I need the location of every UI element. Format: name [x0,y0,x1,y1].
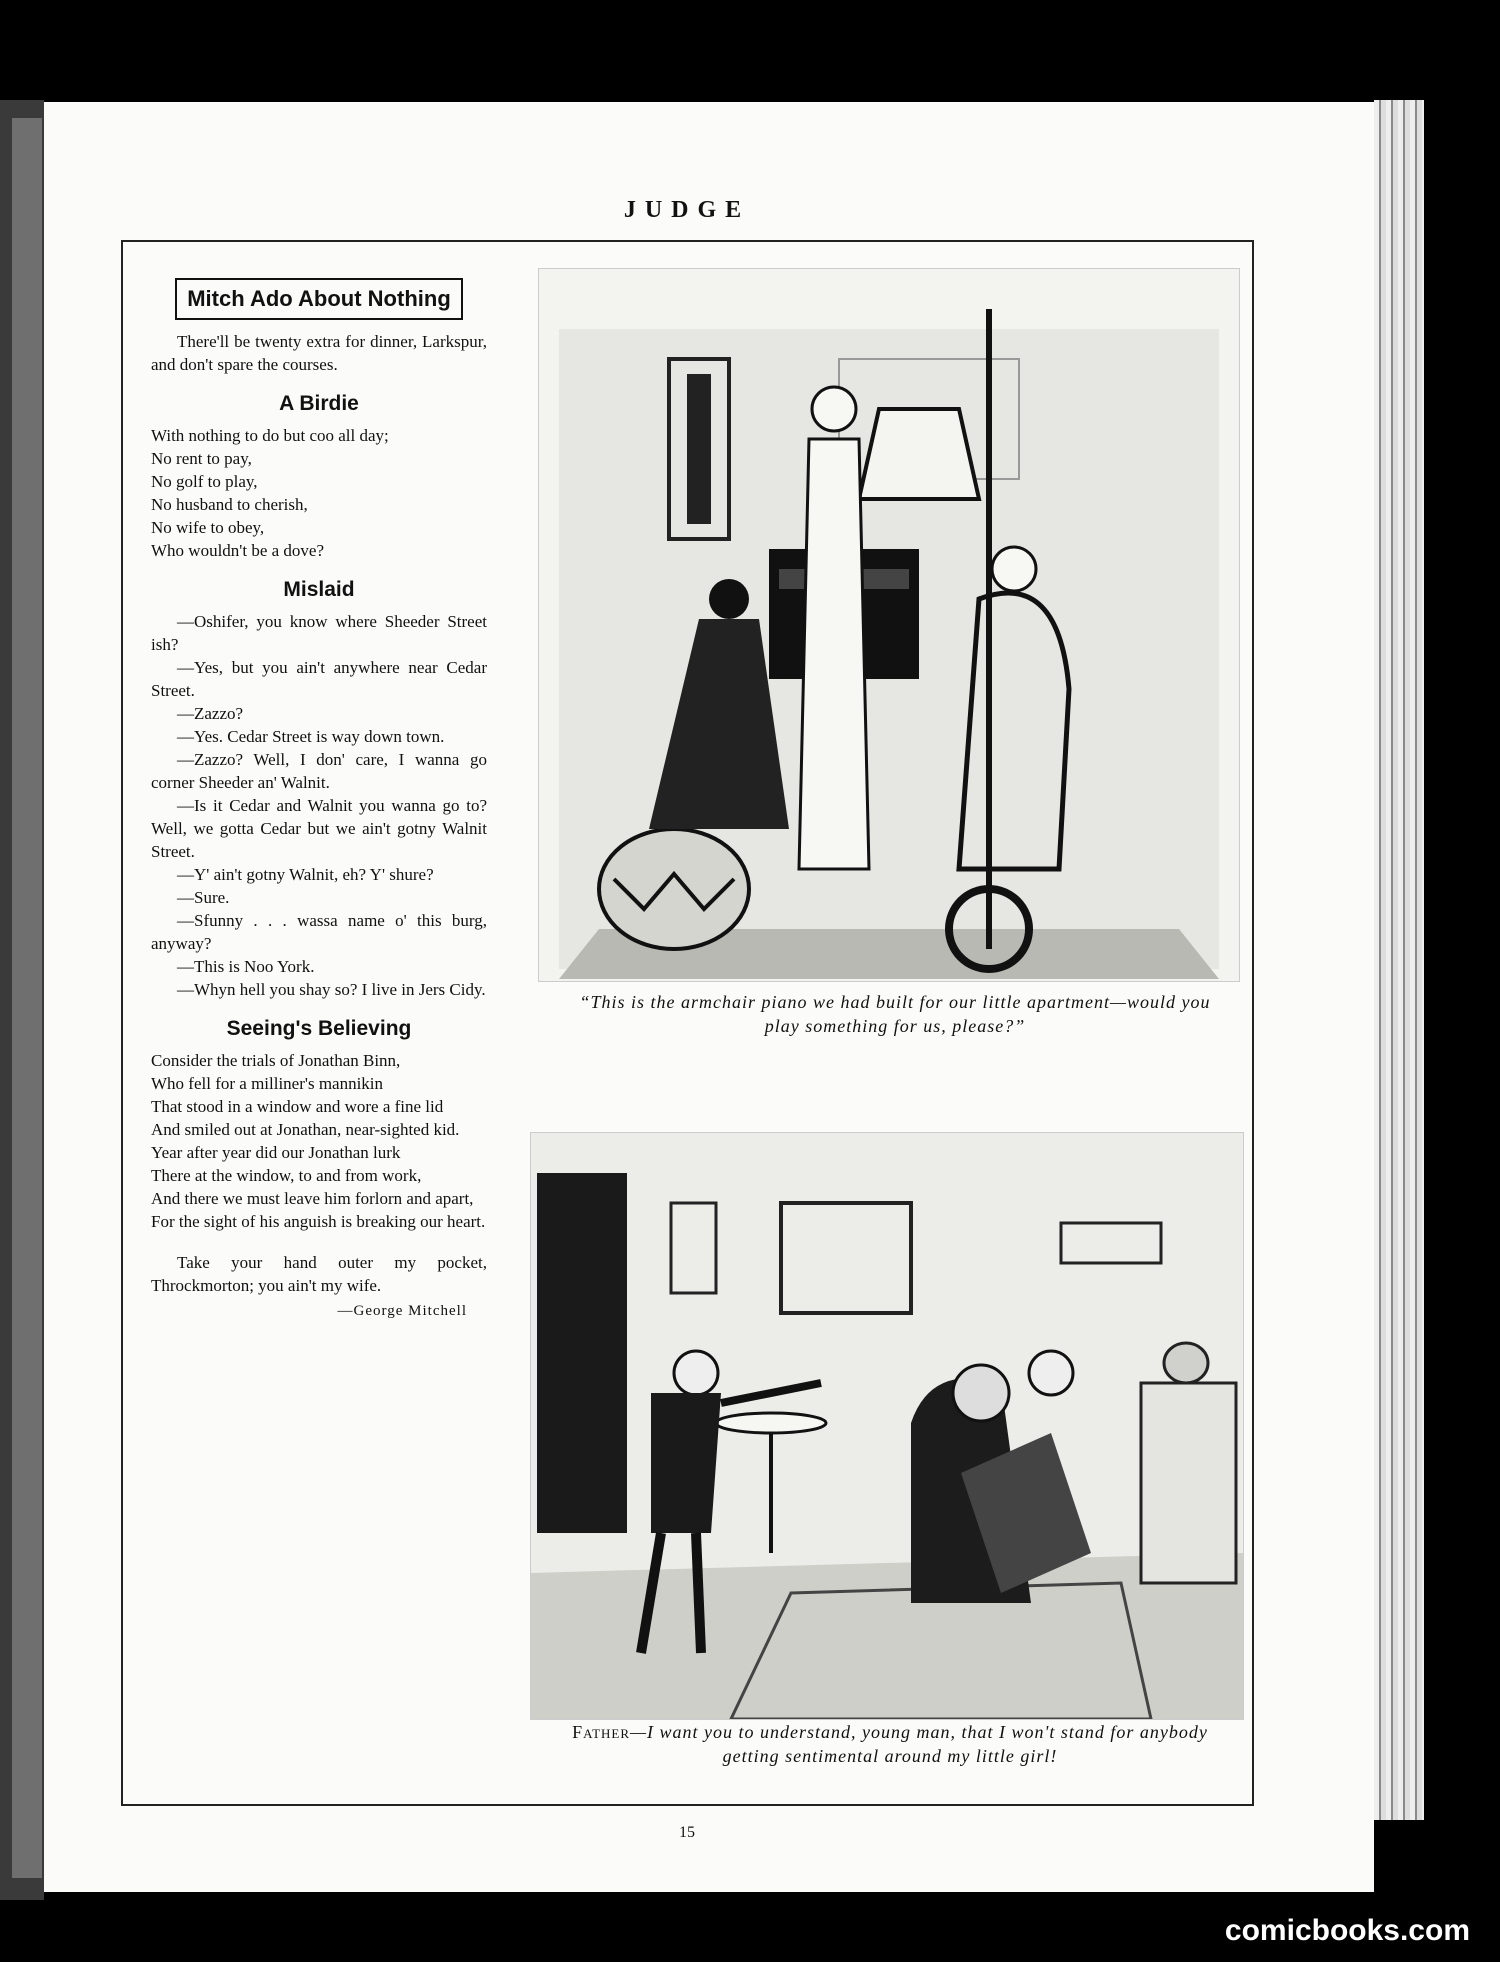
poem-line: And smiled out at Jonathan, near-sighted kid. [151,1120,460,1139]
dialogue-line: —Yes, but you ain't anywhere near Cedar Street. [151,658,487,700]
poem-line: No rent to pay, [151,449,252,468]
poem-line: Consider the trials of Jonathan Binn, [151,1051,401,1070]
column-title: Mitch Ado About Nothing [175,278,463,320]
text-column [151,278,487,1320]
cartoon-top-caption: “This is the armchair piano we had built for our little apartment—would you play something for us, please?” [579,992,1211,1036]
seeing-poem [151,1049,487,1233]
dialogue-line: —This is Noo York. [177,957,315,976]
closing-text: Take your hand outer my pocket, Throckmorton; you ain't my wife. [151,1253,487,1295]
father-scene-drawing [531,1133,1243,1719]
poem-line: Who wouldn't be a dove? [151,541,325,560]
author-signature: —George Mitchell [337,1303,467,1319]
poem-line: That stood in a window and wore a fine lid [151,1097,444,1116]
birdie-title: A Birdie [279,392,359,415]
dialogue-line: —Oshifer, you know where Sheeder Street ish? [151,612,487,654]
seeing-title: Seeing's Believing [226,1017,412,1040]
watermark: comicbooks.com [1224,1914,1470,1947]
masthead: JUDGE [623,197,751,223]
dialogue-line: —Yes. Cedar Street is way down town. [177,727,445,746]
poem-line: And there we must leave him forlorn and apart, [151,1189,474,1208]
poem-line: Year after year did our Jonathan lurk [151,1143,401,1162]
birdie-poem [151,424,487,562]
cartoon-bottom-illustration [530,1132,1244,1720]
page-number: 15 [679,1824,695,1841]
poem-line: For the sight of his anguish is breaking our heart. [151,1212,486,1231]
intro-text: There'll be twenty extra for dinner, Larkspur, and don't spare the courses. [151,332,487,374]
poem-line: With nothing to do but coo all day; [151,426,389,445]
book-spine-edge [12,118,42,1878]
dialogue-line: —Sfunny . . . wassa name o' this burg, anyway? [151,911,487,953]
poem-line: No wife to obey, [151,518,265,537]
caption-text: —I want you to understand, young man, that I won't stand for anybody getting sentimental around my little girl! [630,1722,1208,1766]
mislaid-dialogue [151,610,487,1001]
dialogue-line: —Y' ain't gotny Walnit, eh? Y' shure? [177,865,434,884]
dialogue-line: —Whyn hell you shay so? I live in Jers Cidy. [177,980,486,999]
dialogue-line: —Sure. [177,888,230,907]
poem-line: No golf to play, [151,472,258,491]
page-edges [1374,100,1424,1820]
dialogue-line: —Is it Cedar and Walnit you wanna go to? Well, we gotta Cedar but we ain't gotny Walnit Street. [151,796,487,861]
poem-line: Who fell for a milliner's mannikin [151,1074,384,1093]
cartoon-top-illustration [538,268,1240,982]
cartoon-bottom-caption [560,1720,1220,1768]
poem-line: No husband to cherish, [151,495,308,514]
dialogue-line: —Zazzo? Well, I don' care, I wanna go corner Sheeder an' Walnit. [151,750,487,792]
dialogue-line: —Zazzo? [177,704,244,723]
mislaid-title: Mislaid [283,578,355,601]
piano-scene-drawing [539,269,1239,981]
poem-line: There at the window, to and from work, [151,1166,422,1185]
caption-speaker: Father [572,1722,631,1742]
